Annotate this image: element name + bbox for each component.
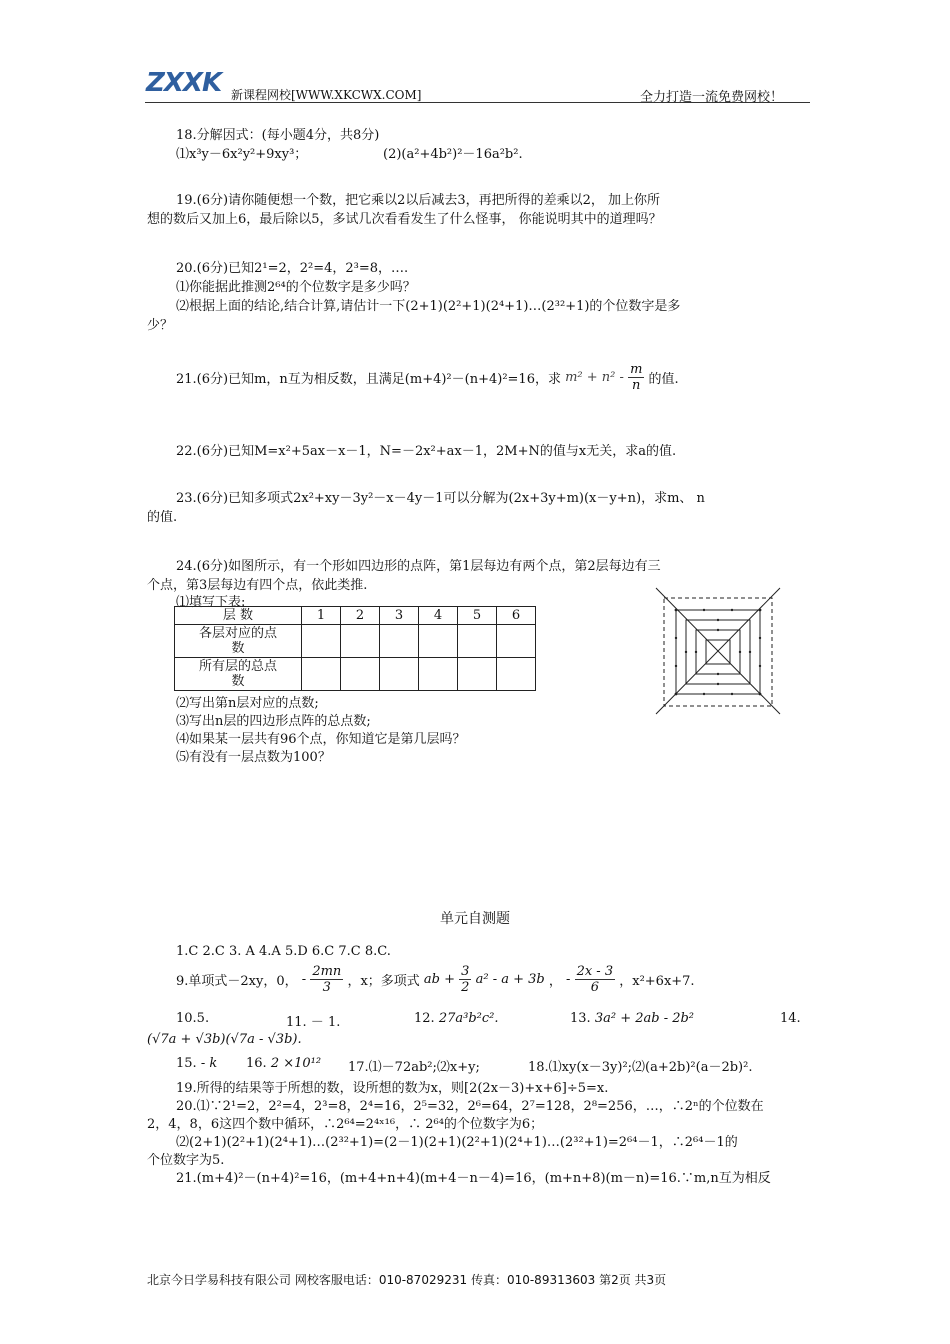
q23-line2: 的值. bbox=[147, 510, 178, 525]
q19-line2: 想的数后又加上6，最后除以5，多试几次看看发生了什么怪事， 你能说明其中的道理吗？ bbox=[147, 212, 662, 227]
row1-label-b: 数 bbox=[231, 641, 245, 656]
a12-num: 12. bbox=[414, 1011, 435, 1026]
a9-frac-3 bbox=[575, 964, 616, 995]
q21-expr: m² + n² - bbox=[565, 370, 624, 385]
table-col-6: 6 bbox=[497, 607, 536, 625]
q24-sub5: ⑸有没有一层点数为100？ bbox=[176, 750, 331, 765]
a9-rest: a² - a + 3b bbox=[475, 972, 545, 987]
table-cell[interactable] bbox=[380, 658, 419, 691]
answer-10: 10.5. bbox=[176, 1011, 210, 1026]
answer-18: 18.⑴xy(x－3y)²;⑵(a+2b)²(a－2b)². bbox=[528, 1060, 753, 1075]
q21-frac-den: n bbox=[632, 378, 641, 393]
table-row1-label bbox=[175, 625, 302, 658]
a9-end: ，x²+6x+7. bbox=[619, 974, 695, 989]
a13-expr: 3a² + 2ab - 2b² bbox=[594, 1011, 695, 1026]
q24-table bbox=[174, 606, 536, 691]
q24-line2: 个点，第3层每边有四个点，依此类推. bbox=[147, 578, 368, 593]
answer-20-line2: 2，4，8，6这四个数中循环，∴2⁶⁴=2⁴ˣ¹⁶，∴ 2⁶⁴的个位数字为6； bbox=[147, 1117, 544, 1132]
row2-label-b: 数 bbox=[231, 674, 245, 689]
table-cell[interactable] bbox=[419, 625, 458, 658]
row1-label-a: 各层对应的点 bbox=[198, 626, 277, 641]
answer-21: 21.(m+4)²－(n+4)²=16，(m+4+n+4)(m+4－n－4)=16，(m+n+8)(m－n)=16.∵m,n互为相反 bbox=[176, 1171, 771, 1186]
answer-11: 11. － 1. bbox=[286, 1015, 341, 1030]
a9-f2-num: 3 bbox=[461, 964, 470, 979]
q20-line2: ⑴你能据此推测2⁶⁴的个位数字是多少吗？ bbox=[176, 280, 416, 295]
table-cell[interactable] bbox=[302, 658, 341, 691]
dot-lattice-figure bbox=[650, 584, 786, 718]
answer-14-expr: (√7a + √3b)(√7a - √3b). bbox=[147, 1032, 302, 1047]
table-col-1: 1 bbox=[302, 607, 341, 625]
table-col-3: 3 bbox=[380, 607, 419, 625]
q21 bbox=[176, 362, 679, 393]
q20-line3: ⑵根据上面的结论,结合计算,请估计一下(2+1)(2²+1)(2⁴+1)…(2³²+1)的个位数字是多 bbox=[176, 299, 681, 314]
a9-f3-den: 6 bbox=[590, 980, 599, 995]
a9-ab: ab + bbox=[423, 972, 456, 987]
table-cell[interactable] bbox=[419, 658, 458, 691]
table-col-5: 5 bbox=[458, 607, 497, 625]
q21-fraction bbox=[628, 362, 644, 393]
q21-text: 21.(6分)已知m，n互为相反数，且满足(m+4)²－(n+4)²=16，求 bbox=[176, 372, 561, 387]
q18-part1: ⑴x³y－6x²y²+9xy³； bbox=[176, 147, 308, 162]
q18-title: 18.分解因式：(每小题4分，共8分) bbox=[176, 128, 380, 143]
answer-16 bbox=[246, 1056, 321, 1071]
answer-13 bbox=[570, 1011, 694, 1026]
q24-sub4: ⑷如果某一层共有96个点，你知道它是第几层吗？ bbox=[176, 732, 466, 747]
table-header-label: 层 数 bbox=[175, 607, 302, 625]
table-cell[interactable] bbox=[380, 625, 419, 658]
answer-15 bbox=[176, 1056, 217, 1071]
table-col-4: 4 bbox=[419, 607, 458, 625]
logo-text: ZXXK bbox=[146, 68, 222, 98]
answer-20-line1: 20.⑴∵2¹=2，2²=4，2³=8，2⁴=16，2⁵=32，2⁶=64，2⁷=128，2⁸=256，…，∴2ⁿ的个位数在 bbox=[176, 1099, 764, 1114]
q23-line1: 23.(6分)已知多项式2x²+xy－3y²－x－4y－1可以分解为(2x+3y+m)(x－y+n)，求m、 n bbox=[176, 491, 705, 506]
a9-minus: - bbox=[301, 972, 307, 987]
a15-num: 15. bbox=[176, 1056, 197, 1071]
answer-9 bbox=[176, 964, 695, 995]
table-cell[interactable] bbox=[497, 625, 536, 658]
table-row bbox=[175, 658, 536, 691]
table-cell[interactable] bbox=[302, 625, 341, 658]
table-cell[interactable] bbox=[341, 625, 380, 658]
table-row2-label bbox=[175, 658, 302, 691]
q21-tail: 的值. bbox=[648, 372, 679, 387]
a9-frac-1 bbox=[310, 964, 343, 995]
table-cell[interactable] bbox=[458, 625, 497, 658]
answer-17: 17.⑴－72ab²;⑵x+y; bbox=[348, 1060, 480, 1075]
answer-20-line4: 个位数字为5. bbox=[147, 1153, 225, 1168]
q20-line1: 20.(6分)已知2¹=2，2²=4，2³=8，…. bbox=[176, 261, 409, 276]
answer-1-8: 1.C 2.C 3. A 4.A 5.D 6.C 7.C 8.C. bbox=[176, 944, 391, 959]
a9-f1-num: 2mn bbox=[312, 964, 342, 979]
table-row bbox=[175, 607, 536, 625]
q24-sub2: ⑵写出第n层对应的点数; bbox=[176, 696, 319, 711]
row2-label-a: 所有层的总点 bbox=[198, 659, 277, 674]
a15-expr: - k bbox=[200, 1056, 218, 1071]
a9-minus2: - bbox=[566, 972, 571, 987]
a9-mid: ，x；多项式 bbox=[347, 974, 420, 989]
table-cell[interactable] bbox=[458, 658, 497, 691]
q20-line4: 少？ bbox=[147, 318, 174, 333]
q22: 22.(6分)已知M=x²+5ax－x－1，N=－2x²+ax－1，2M+N的值与x无关，求a的值. bbox=[176, 444, 677, 459]
q19-line1: 19.(6分)请你随便想一个数，把它乘以2以后减去3，再把所得的差乘以2， 加上你所 bbox=[176, 193, 661, 208]
a16-expr: 2 ×10¹² bbox=[270, 1056, 322, 1071]
q24-line3: ⑴填写下表: bbox=[176, 595, 246, 610]
answer-14-num: 14. bbox=[780, 1011, 801, 1026]
zxxk-logo bbox=[146, 68, 228, 100]
header-rule bbox=[145, 102, 810, 103]
q24-sub3: ⑶写出n层的四边形点阵的总点数; bbox=[176, 714, 371, 729]
answer-19: 19.所得的结果等于所想的数，设所想的数为x，则[2(2x－3)+x+6]÷5=x. bbox=[176, 1081, 609, 1096]
answer-20-line3: ⑵(2+1)(2²+1)(2⁴+1)…(2³²+1)=(2－1)(2+1)(2²+1)(2⁴+1)…(2³²+1)=2⁶⁴－1，∴2⁶⁴－1的 bbox=[176, 1135, 738, 1150]
a13-num: 13. bbox=[570, 1011, 591, 1026]
a9-f2-den: 2 bbox=[461, 980, 470, 995]
a9-f1-den: 3 bbox=[322, 980, 331, 995]
table-cell[interactable] bbox=[341, 658, 380, 691]
a16-num: 16. bbox=[246, 1056, 267, 1071]
a9-f3-num: 2x - 3 bbox=[576, 964, 614, 979]
answers-title: 单元自测题 bbox=[440, 911, 510, 927]
q18-part2: (2)(a²+4b²)²－16a²b². bbox=[383, 147, 523, 162]
table-row bbox=[175, 625, 536, 658]
a12-expr: 27a³b²c². bbox=[438, 1011, 499, 1026]
answer-12 bbox=[414, 1011, 499, 1026]
footer: 北京今日学易科技有限公司 网校客服电话：010-87029231 传真：010-89313603 第2页 共3页 bbox=[147, 1273, 667, 1287]
q21-frac-num: m bbox=[630, 362, 643, 377]
site-name: 新课程网校[WWW.XKCWX.COM] bbox=[231, 88, 422, 102]
slogan: 全力打造一流免费网校！ bbox=[640, 90, 784, 105]
a9-frac-2 bbox=[459, 964, 471, 995]
table-col-2: 2 bbox=[341, 607, 380, 625]
a9-comma: ， bbox=[548, 974, 562, 989]
a9-pre: 9.单项式－2xy，0， bbox=[176, 974, 298, 989]
table-cell[interactable] bbox=[497, 658, 536, 691]
q24-line1: 24.(6分)如图所示，有一个形如四边形的点阵，第1层每边有两个点，第2层每边有三 bbox=[176, 559, 661, 574]
